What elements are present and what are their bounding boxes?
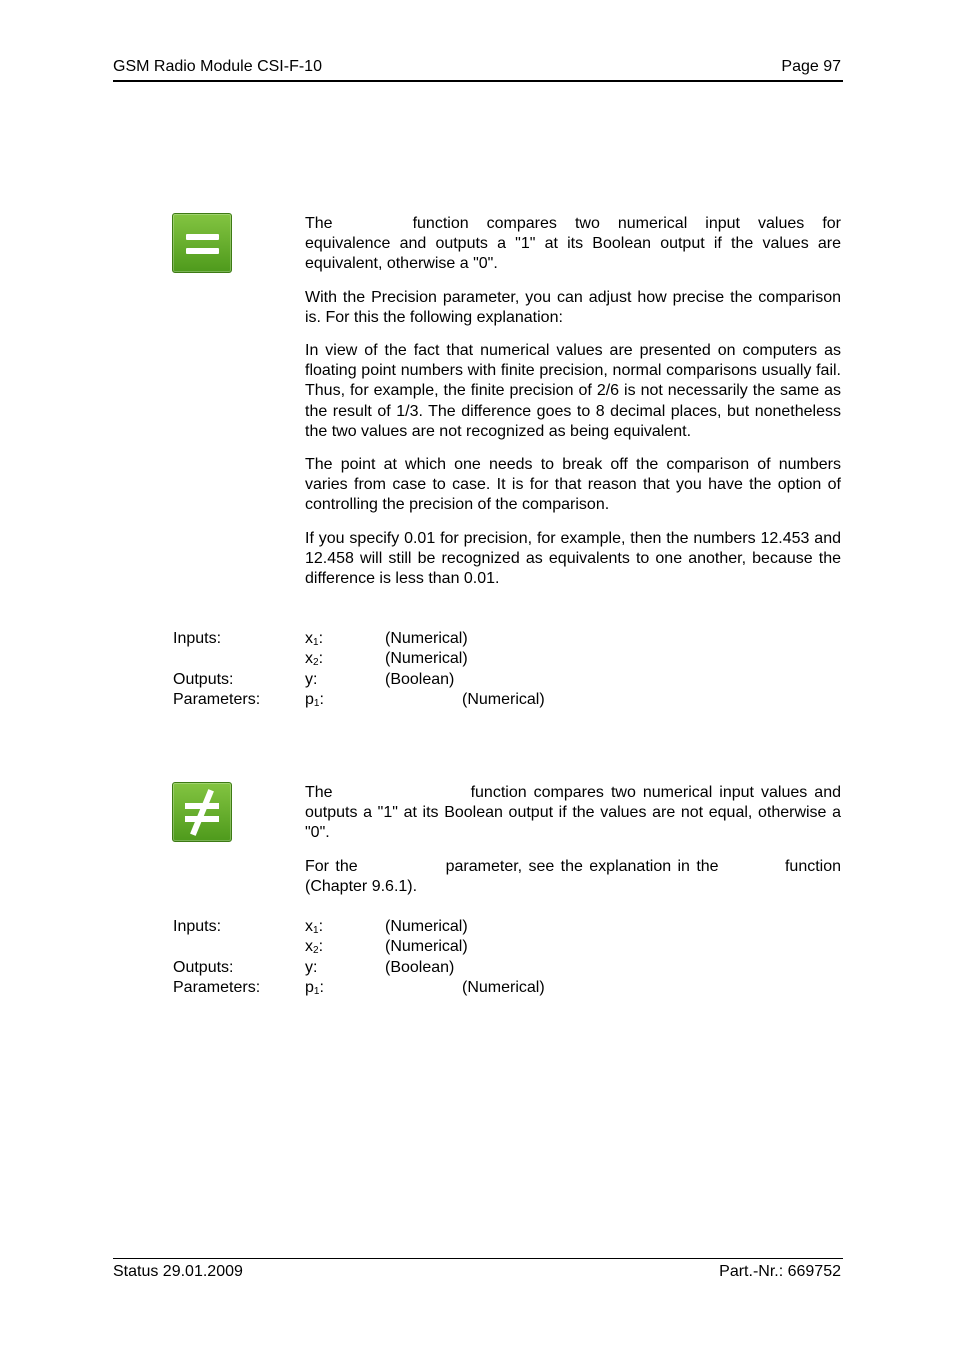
- section2-p1-rest: function compares two numerical input values and outputs a "1" at its Boolean output if the values are not equal, otherwise a "0".: [305, 784, 841, 842]
- section2-paragraph-2: [305, 857, 841, 897]
- type-x1: (Numerical): [385, 630, 468, 647]
- outputs-label: Outputs:: [173, 670, 234, 688]
- not-equal-glyph: [173, 783, 231, 841]
- inputs-label: Inputs:: [173, 630, 222, 647]
- section1-paragraph-5: If you specify 0.01 for precision, for example, then the numbers 12.453 and 12.458 will still be recognized as equivalents to one another, because the difference is less than 0.01.: [305, 529, 841, 588]
- section1-paragraph-2: With the Precision parameter, you can adjust how precise the comparison is. For this the following explanation:: [305, 288, 841, 326]
- section1-description: [305, 214, 841, 602]
- section1-paragraph-3: In view of the fact that numerical values are presented on computers as floating point numbers with finite precision, normal comparisons usually fail. Thus, for example, the finite precision of 2/6 is not necessarily the same as the result of 1/3. The difference goes to 8 decimal places, but nonetheless the two values are not recognized as being equivalent.: [305, 342, 841, 440]
- page-header: [113, 58, 843, 82]
- type-x2: (Numerical): [385, 938, 468, 956]
- inputs-label: Inputs:: [173, 918, 222, 935]
- type-p1: (Numerical): [462, 978, 545, 996]
- section2-paragraph-1: [305, 783, 841, 844]
- section2-p2-start: For the: [305, 857, 358, 875]
- status-date: Status 29.01.2009: [113, 1263, 243, 1280]
- part-number: Part.-Nr.: 669752: [719, 1263, 841, 1280]
- var-y: y:: [305, 670, 318, 688]
- var-p1: $p_1$:: [305, 690, 324, 709]
- page-number: Page 97: [781, 58, 841, 75]
- type-p1: (Numerical): [462, 690, 545, 708]
- var-x1: $x_1$:: [305, 918, 324, 936]
- outputs-label: Outputs:: [173, 958, 234, 976]
- parameters-label: Parameters:: [173, 690, 261, 708]
- section1-p1-start: The: [305, 215, 333, 232]
- document-title: GSM Radio Module CSI-F-10: [113, 58, 322, 75]
- type-y: (Boolean): [385, 670, 455, 688]
- section2-description: [305, 783, 841, 910]
- equals-bar-bottom: [186, 248, 219, 254]
- var-y: y:: [305, 958, 318, 976]
- type-y: (Boolean): [385, 958, 455, 976]
- section2-p2-middle: parameter, see the explanation in the: [445, 857, 719, 875]
- equals-icon: [172, 213, 232, 273]
- var-x2: $x_2$:: [305, 650, 324, 669]
- section1-p1-rest: function compares two numerical input values for equivalence and outputs a "1" at its Boolean output if the values are equivalent, otherwise a "0".: [305, 215, 841, 273]
- var-x2: $x_2$:: [305, 938, 324, 957]
- equals-bar-top: [186, 234, 219, 240]
- not-equal-icon: [172, 782, 232, 842]
- section1-paragraph-4: The point at which one needs to break off the comparison of numbers varies from case to case. It is for that reason that you have the option of controlling the precision of the comparison.: [305, 456, 841, 514]
- type-x2: (Numerical): [385, 650, 468, 668]
- section2-p2-end: function (Chapter 9.6.1).: [305, 857, 842, 895]
- var-p1: $p_1$:: [305, 978, 324, 997]
- section1-paragraph-1: [305, 214, 841, 275]
- page-footer: [113, 1258, 843, 1280]
- section2-p1-start: The: [305, 784, 333, 801]
- parameters-label: Parameters:: [173, 978, 261, 996]
- var-x1: $x_1$:: [305, 630, 324, 648]
- type-x1: (Numerical): [385, 918, 468, 935]
